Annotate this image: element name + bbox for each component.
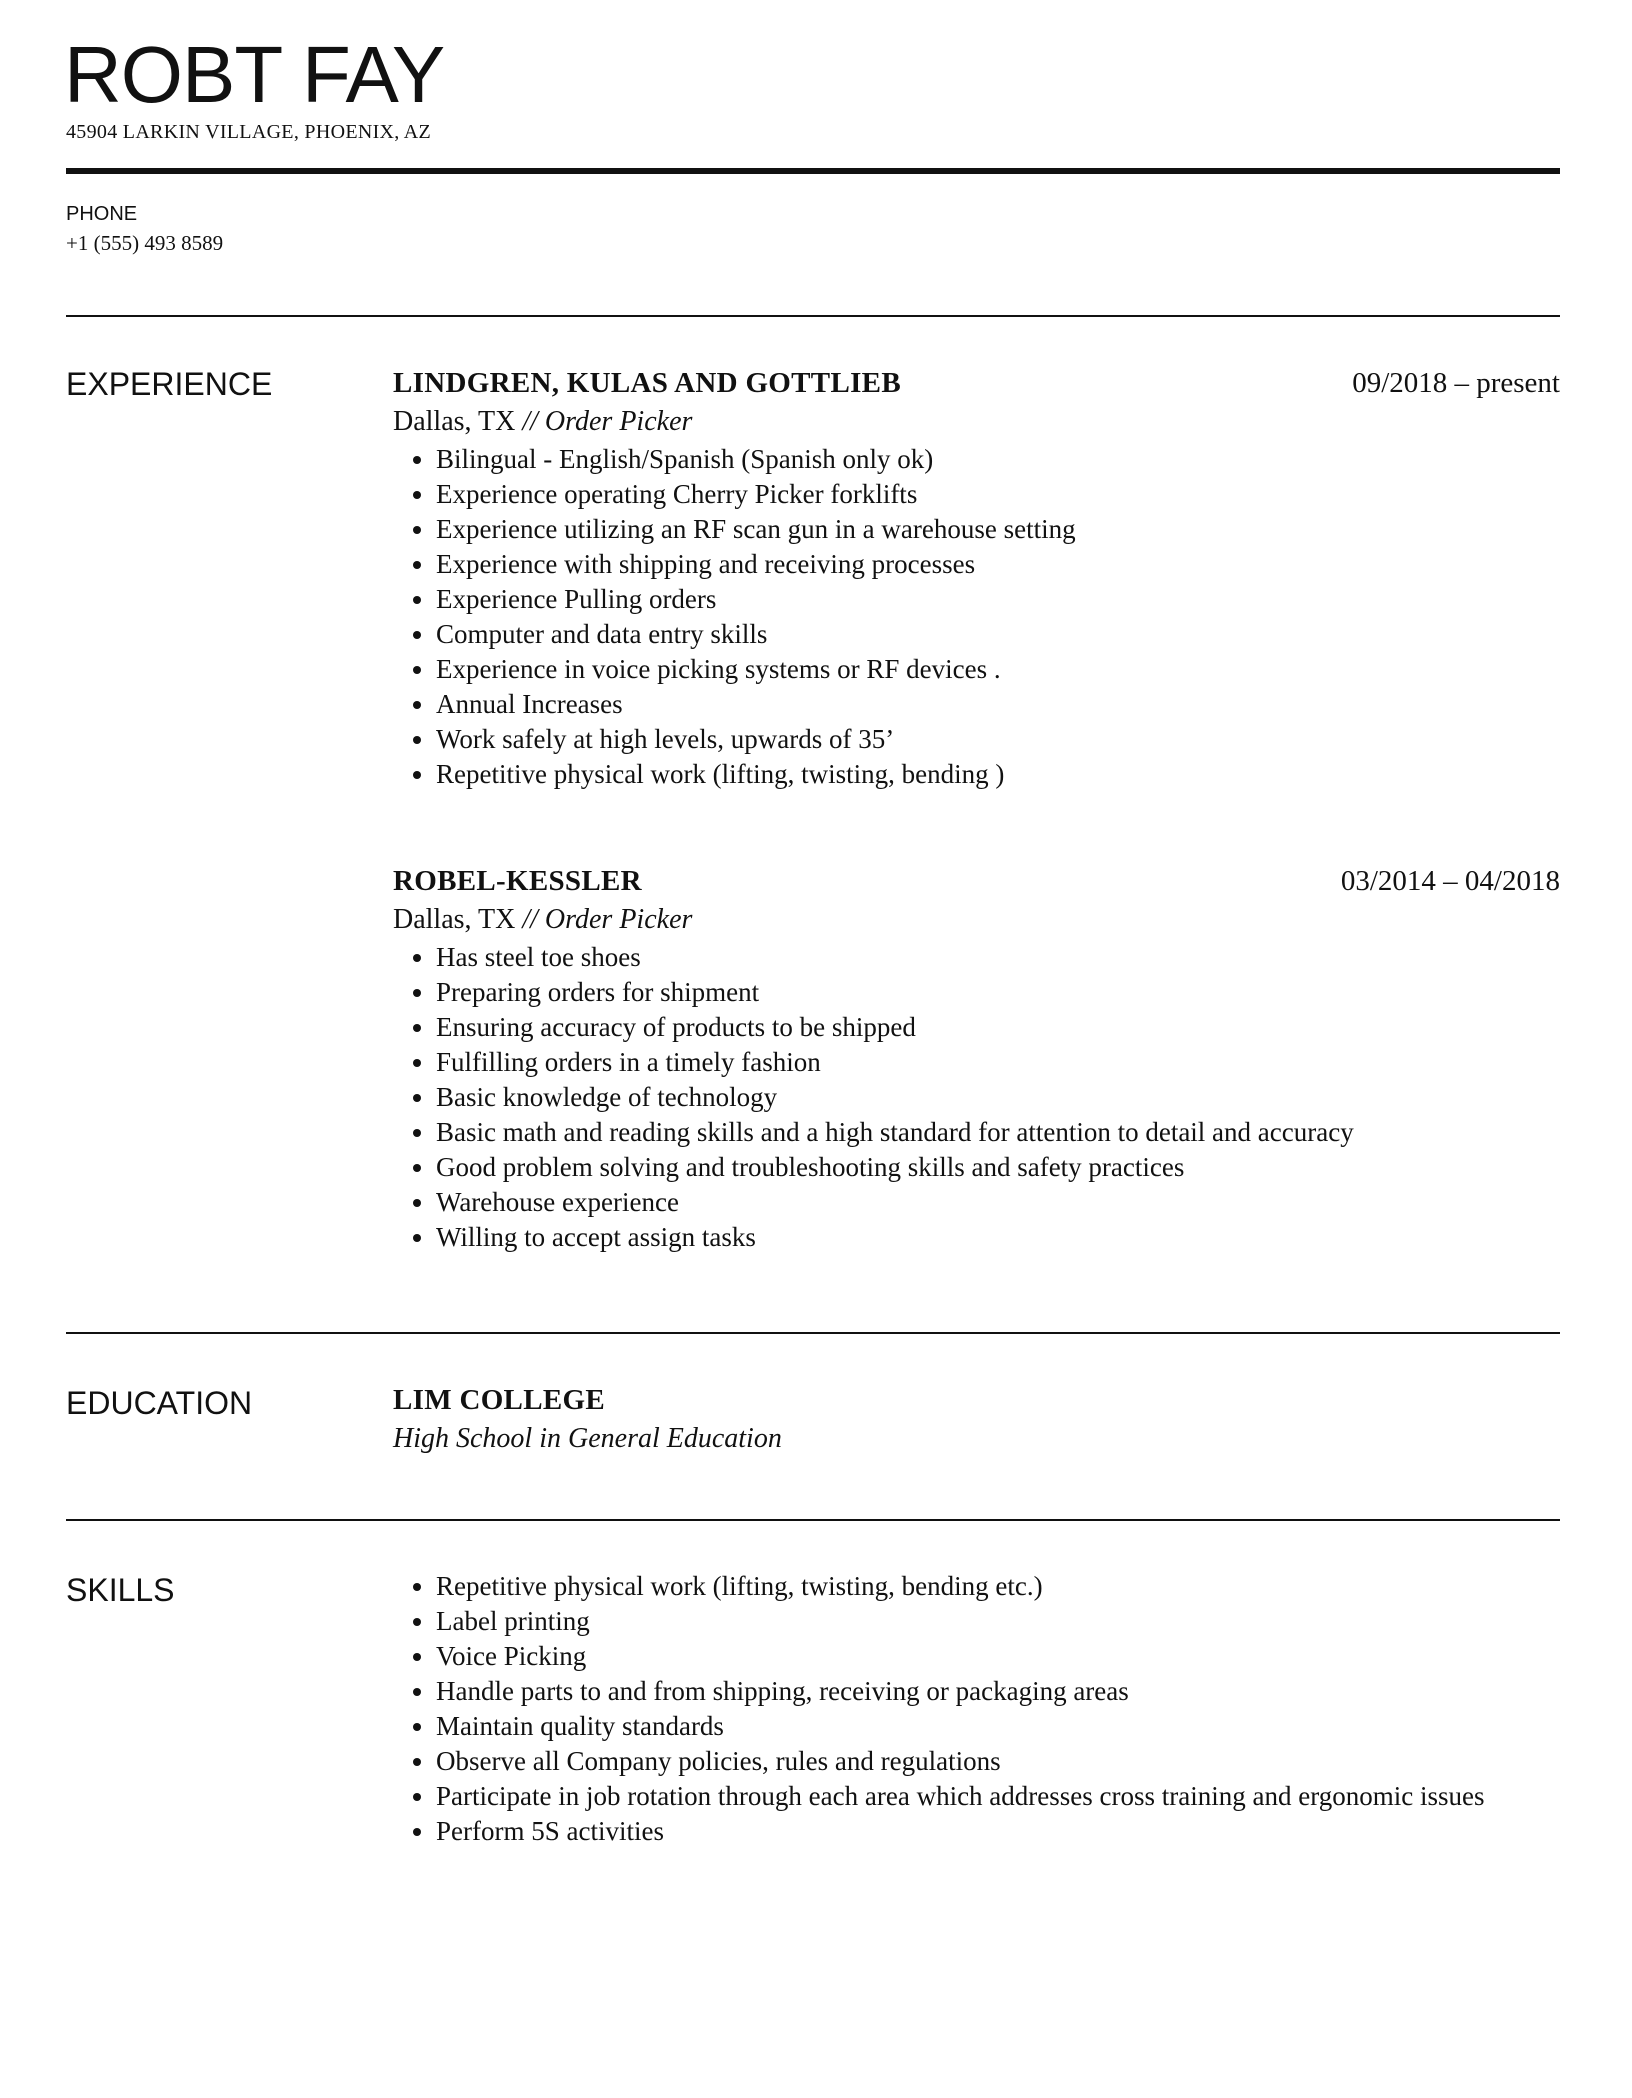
list-item: • Experience operating Cherry Picker forklifts (436, 477, 1560, 512)
list-item: • Handle parts to and from shipping, receiving or packaging areas (436, 1674, 1560, 1709)
divider (66, 1332, 1560, 1334)
list-item: • Warehouse experience (436, 1185, 1560, 1220)
separator: // (515, 406, 545, 437)
address: 45904 LARKIN VILLAGE, PHOENIX, AZ (66, 121, 432, 143)
company-name: LINDGREN, KULAS AND GOTTLIEB (393, 367, 901, 399)
job-dates: 03/2014 – 04/2018 (1340, 865, 1560, 897)
list-item: • Basic knowledge of technology (436, 1080, 1560, 1115)
list-item: • Ensuring accuracy of products to be shipped (436, 1010, 1560, 1045)
list-item: • Bilingual - English/Spanish (Spanish only ok) (436, 442, 1560, 477)
education-heading: EDUCATION (66, 1385, 253, 1421)
list-item: • Repetitive physical work (lifting, twisting, bending ) (436, 757, 1560, 792)
list-item: • Annual Increases (436, 687, 1560, 722)
list-item: • Fulfilling orders in a timely fashion (436, 1045, 1560, 1080)
job-entry (393, 364, 1560, 792)
list-item: • Experience with shipping and receiving processes (436, 547, 1560, 582)
list-item: • Repetitive physical work (lifting, twisting, bending etc.) (436, 1569, 1560, 1604)
list-item: • Experience utilizing an RF scan gun in a warehouse setting (436, 512, 1560, 547)
skills-list-container (393, 1569, 1560, 1849)
list-item: • Work safely at high levels, upwards of 35’ (436, 722, 1560, 757)
job-bullets (393, 940, 1560, 1255)
education-entry (393, 1381, 1560, 1459)
list-item: • Maintain quality standards (436, 1709, 1560, 1744)
phone-label: PHONE (66, 203, 138, 225)
job-role: Order Picker (544, 406, 693, 437)
company-name: ROBEL-KESSLER (393, 865, 642, 897)
experience-heading: EXPERIENCE (66, 366, 273, 402)
divider (66, 315, 1560, 317)
job-entry (393, 862, 1560, 1255)
job-dates: 09/2018 – present (1352, 367, 1560, 399)
skills-list (393, 1569, 1560, 1849)
list-item: • Computer and data entry skills (436, 617, 1560, 652)
list-item: • Experience in voice picking systems or RF devices . (436, 652, 1560, 687)
phone-value: +1 (555) 493 8589 (66, 231, 224, 255)
job-location: Dallas, TX (393, 904, 516, 935)
list-item: • Perform 5S activities (436, 1814, 1560, 1849)
list-item: • Has steel toe shoes (436, 940, 1560, 975)
list-item: • Observe all Company policies, rules and regulations (436, 1744, 1560, 1779)
list-item: • Experience Pulling orders (436, 582, 1560, 617)
thick-divider (66, 168, 1560, 174)
list-item: • Voice Picking (436, 1639, 1560, 1674)
school-name: LIM COLLEGE (393, 1384, 605, 1416)
skills-heading: SKILLS (66, 1572, 175, 1608)
candidate-name: ROBT FAY (64, 30, 445, 119)
job-location-role (393, 900, 1560, 940)
list-item: • Participate in job rotation through each area which addresses cross training and ergonomic issues (436, 1779, 1560, 1814)
list-item: • Preparing orders for shipment (436, 975, 1560, 1010)
list-item: • Basic math and reading skills and a high standard for attention to detail and accuracy (436, 1115, 1560, 1150)
job-location: Dallas, TX (393, 406, 516, 437)
degree: High School in General Education (393, 1423, 782, 1454)
separator: // (515, 904, 545, 935)
job-location-role (393, 402, 1560, 442)
list-item: • Good problem solving and troubleshooting skills and safety practices (436, 1150, 1560, 1185)
divider (66, 1519, 1560, 1521)
list-item: • Label printing (436, 1604, 1560, 1639)
job-role: Order Picker (544, 904, 693, 935)
job-bullets (393, 442, 1560, 792)
list-item: • Willing to accept assign tasks (436, 1220, 1560, 1255)
